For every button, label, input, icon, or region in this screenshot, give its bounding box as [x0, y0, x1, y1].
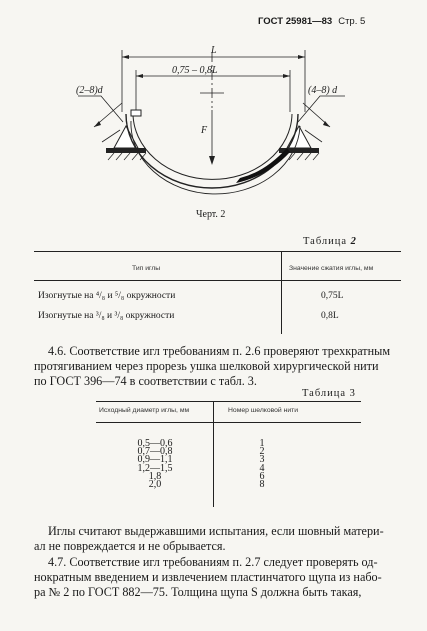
- figure-caption: Черт. 2: [196, 209, 226, 220]
- result-paragraph-line: ал не повреждается и не обрывается.: [34, 539, 226, 553]
- paragraph-4-6-line: протягиванием через прорезь ушка шелковой хирургической нити: [34, 359, 379, 373]
- table2-title-text: Таблица: [303, 236, 348, 247]
- table3-title: Таблица 3: [302, 388, 356, 399]
- table3-diameter: 0,7—0,8: [137, 446, 173, 458]
- table2-row-type: Изогнутые на ³/₈ и ³/₈ окружности: [38, 311, 175, 321]
- table3-diameter: 0,9—1,1: [137, 454, 173, 466]
- table2-header-type: Тип иглы: [132, 265, 161, 272]
- table3-header-rule: [96, 422, 361, 423]
- table3-thread: 6: [259, 470, 265, 482]
- table3-top-rule: [96, 401, 361, 402]
- table3-diameter-column: [120, 440, 190, 489]
- table2-header-value: Значение сжатия иглы, мм: [289, 265, 374, 272]
- result-paragraph-line: Иглы считают выдержавшими испытания, если шовный матери-: [48, 524, 384, 538]
- left-offset-label: (2–8)d: [76, 85, 103, 96]
- table3-header-diameter: Исходный диаметр иглы, мм: [99, 407, 190, 414]
- table2-row-value: 0,8L: [321, 311, 339, 321]
- table3-diameter: 1,2—1,5: [137, 462, 173, 474]
- paragraph-4-7-line: 4.7. Соответствие игл требованиям п. 2.7 следует проверять од-: [48, 555, 378, 569]
- table2-row-type: Изогнутые на ⁴/₈ и ⁵/₈ окружности: [38, 291, 176, 301]
- table3-thread-column: [252, 440, 272, 489]
- right-offset-label: (4–8) d: [308, 85, 338, 96]
- table3-thread: 2: [259, 446, 265, 458]
- page-header: [258, 16, 365, 27]
- length-label: L: [211, 45, 217, 56]
- table3-column-divider: [213, 401, 214, 507]
- force-label: F: [201, 125, 208, 136]
- paragraph-4-7-line: ра № 2 по ГОСТ 882—75. Толщина щупа S должна быть такая,: [34, 585, 362, 599]
- table3-diameter: 2,0: [148, 479, 162, 491]
- table2-header-rule: [34, 280, 401, 281]
- table3-header-thread: Номер шелковой нити: [228, 407, 299, 414]
- page-number: Стр. 5: [338, 16, 366, 27]
- needle-test-diagram: [55, 40, 355, 205]
- table3-thread: 3: [259, 454, 265, 466]
- table3-thread: 4: [259, 462, 265, 474]
- table3-thread: 1: [259, 438, 265, 449]
- paragraph-4-7-line: нократным введением и извлечением пластинчатого щупа из набо-: [34, 570, 382, 584]
- table2-number: 2: [350, 236, 356, 247]
- inner-span-label: 0,75 – 0,8L: [172, 65, 218, 76]
- paragraph-4-6-line: по ГОСТ 396—74 в соответствии с табл. 3.: [34, 374, 257, 388]
- table3-thread: 8: [259, 479, 265, 491]
- table3-diameter: 0,5—0,6: [137, 438, 173, 449]
- table2-column-divider: [281, 251, 282, 334]
- table2-row-value: 0,75L: [321, 291, 344, 301]
- table2-top-rule: [34, 251, 401, 252]
- needle-arc: [126, 110, 300, 194]
- table3-diameter: 1,8: [148, 470, 162, 482]
- paragraph-4-6-line: 4.6. Соответствие игл требованиям п. 2.6 проверяют трехкратным: [48, 344, 391, 358]
- standard-number: ГОСТ 25981—83: [258, 16, 333, 27]
- table2-title: [303, 236, 356, 247]
